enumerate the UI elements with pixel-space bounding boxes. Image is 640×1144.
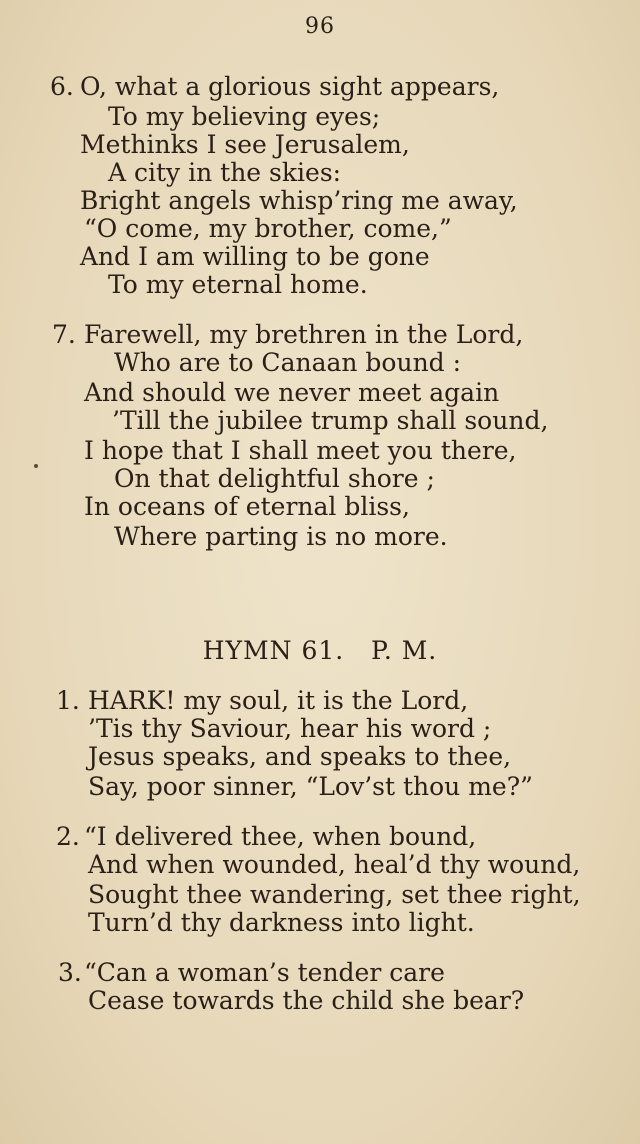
verse-line: To my eternal home. <box>108 270 368 299</box>
verse-line: And when wounded, heal’d thy wound, <box>88 850 581 879</box>
paper-speck <box>34 464 38 468</box>
page-number: 96 <box>305 14 335 39</box>
verse-line: “I delivered thee, when bound, <box>84 822 477 851</box>
verse-line: O, what a glorious sight appears, <box>80 72 500 101</box>
verse-line: ’Till the jubilee trump shall sound, <box>112 406 549 435</box>
verse-line: And I am willing to be gone <box>80 242 430 271</box>
verse-line: Bright angels whisp’ring me away, <box>80 186 518 215</box>
verse-line: Jesus speaks, and speaks to thee, <box>88 742 512 771</box>
verse-line: “Can a woman’s tender care <box>84 958 445 987</box>
verse-line: In oceans of eternal bliss, <box>84 492 410 521</box>
stanza-number: 2. <box>56 822 80 851</box>
stanza-number: 7. <box>52 320 76 349</box>
verse-line: I hope that I shall meet you there, <box>84 436 517 465</box>
verse-line: Cease towards the child she bear? <box>88 986 525 1015</box>
verse-line: Turn’d thy darkness into light. <box>88 908 475 937</box>
verse-line: Say, poor sinner, “Lov’st thou me?” <box>88 772 533 801</box>
verse-line: Farewell, my brethren in the Lord, <box>84 320 524 349</box>
verse-line: HARK! my soul, it is the Lord, <box>88 686 469 715</box>
verse-line: Where parting is no more. <box>114 522 448 551</box>
stanza-number: 3. <box>58 958 82 987</box>
verse-line: “O come, my brother, come,” <box>84 214 452 243</box>
stanza-number: 1. <box>56 686 80 715</box>
verse-line: Sought thee wandering, set thee right, <box>88 880 581 909</box>
verse-line: A city in the skies: <box>108 158 342 187</box>
verse-line: Who are to Canaan bound : <box>114 348 462 377</box>
verse-line: Methinks I see Jerusalem, <box>80 130 410 159</box>
verse-line: On that delightful shore ; <box>114 464 435 493</box>
verse-line: And should we never meet again <box>84 378 500 407</box>
verse-line: ’Tis thy Saviour, hear his word ; <box>88 714 492 743</box>
hymn-title: HYMN 61. P. M. <box>202 636 438 665</box>
verse-line: To my believing eyes; <box>108 102 381 131</box>
stanza-number: 6. <box>50 72 74 101</box>
